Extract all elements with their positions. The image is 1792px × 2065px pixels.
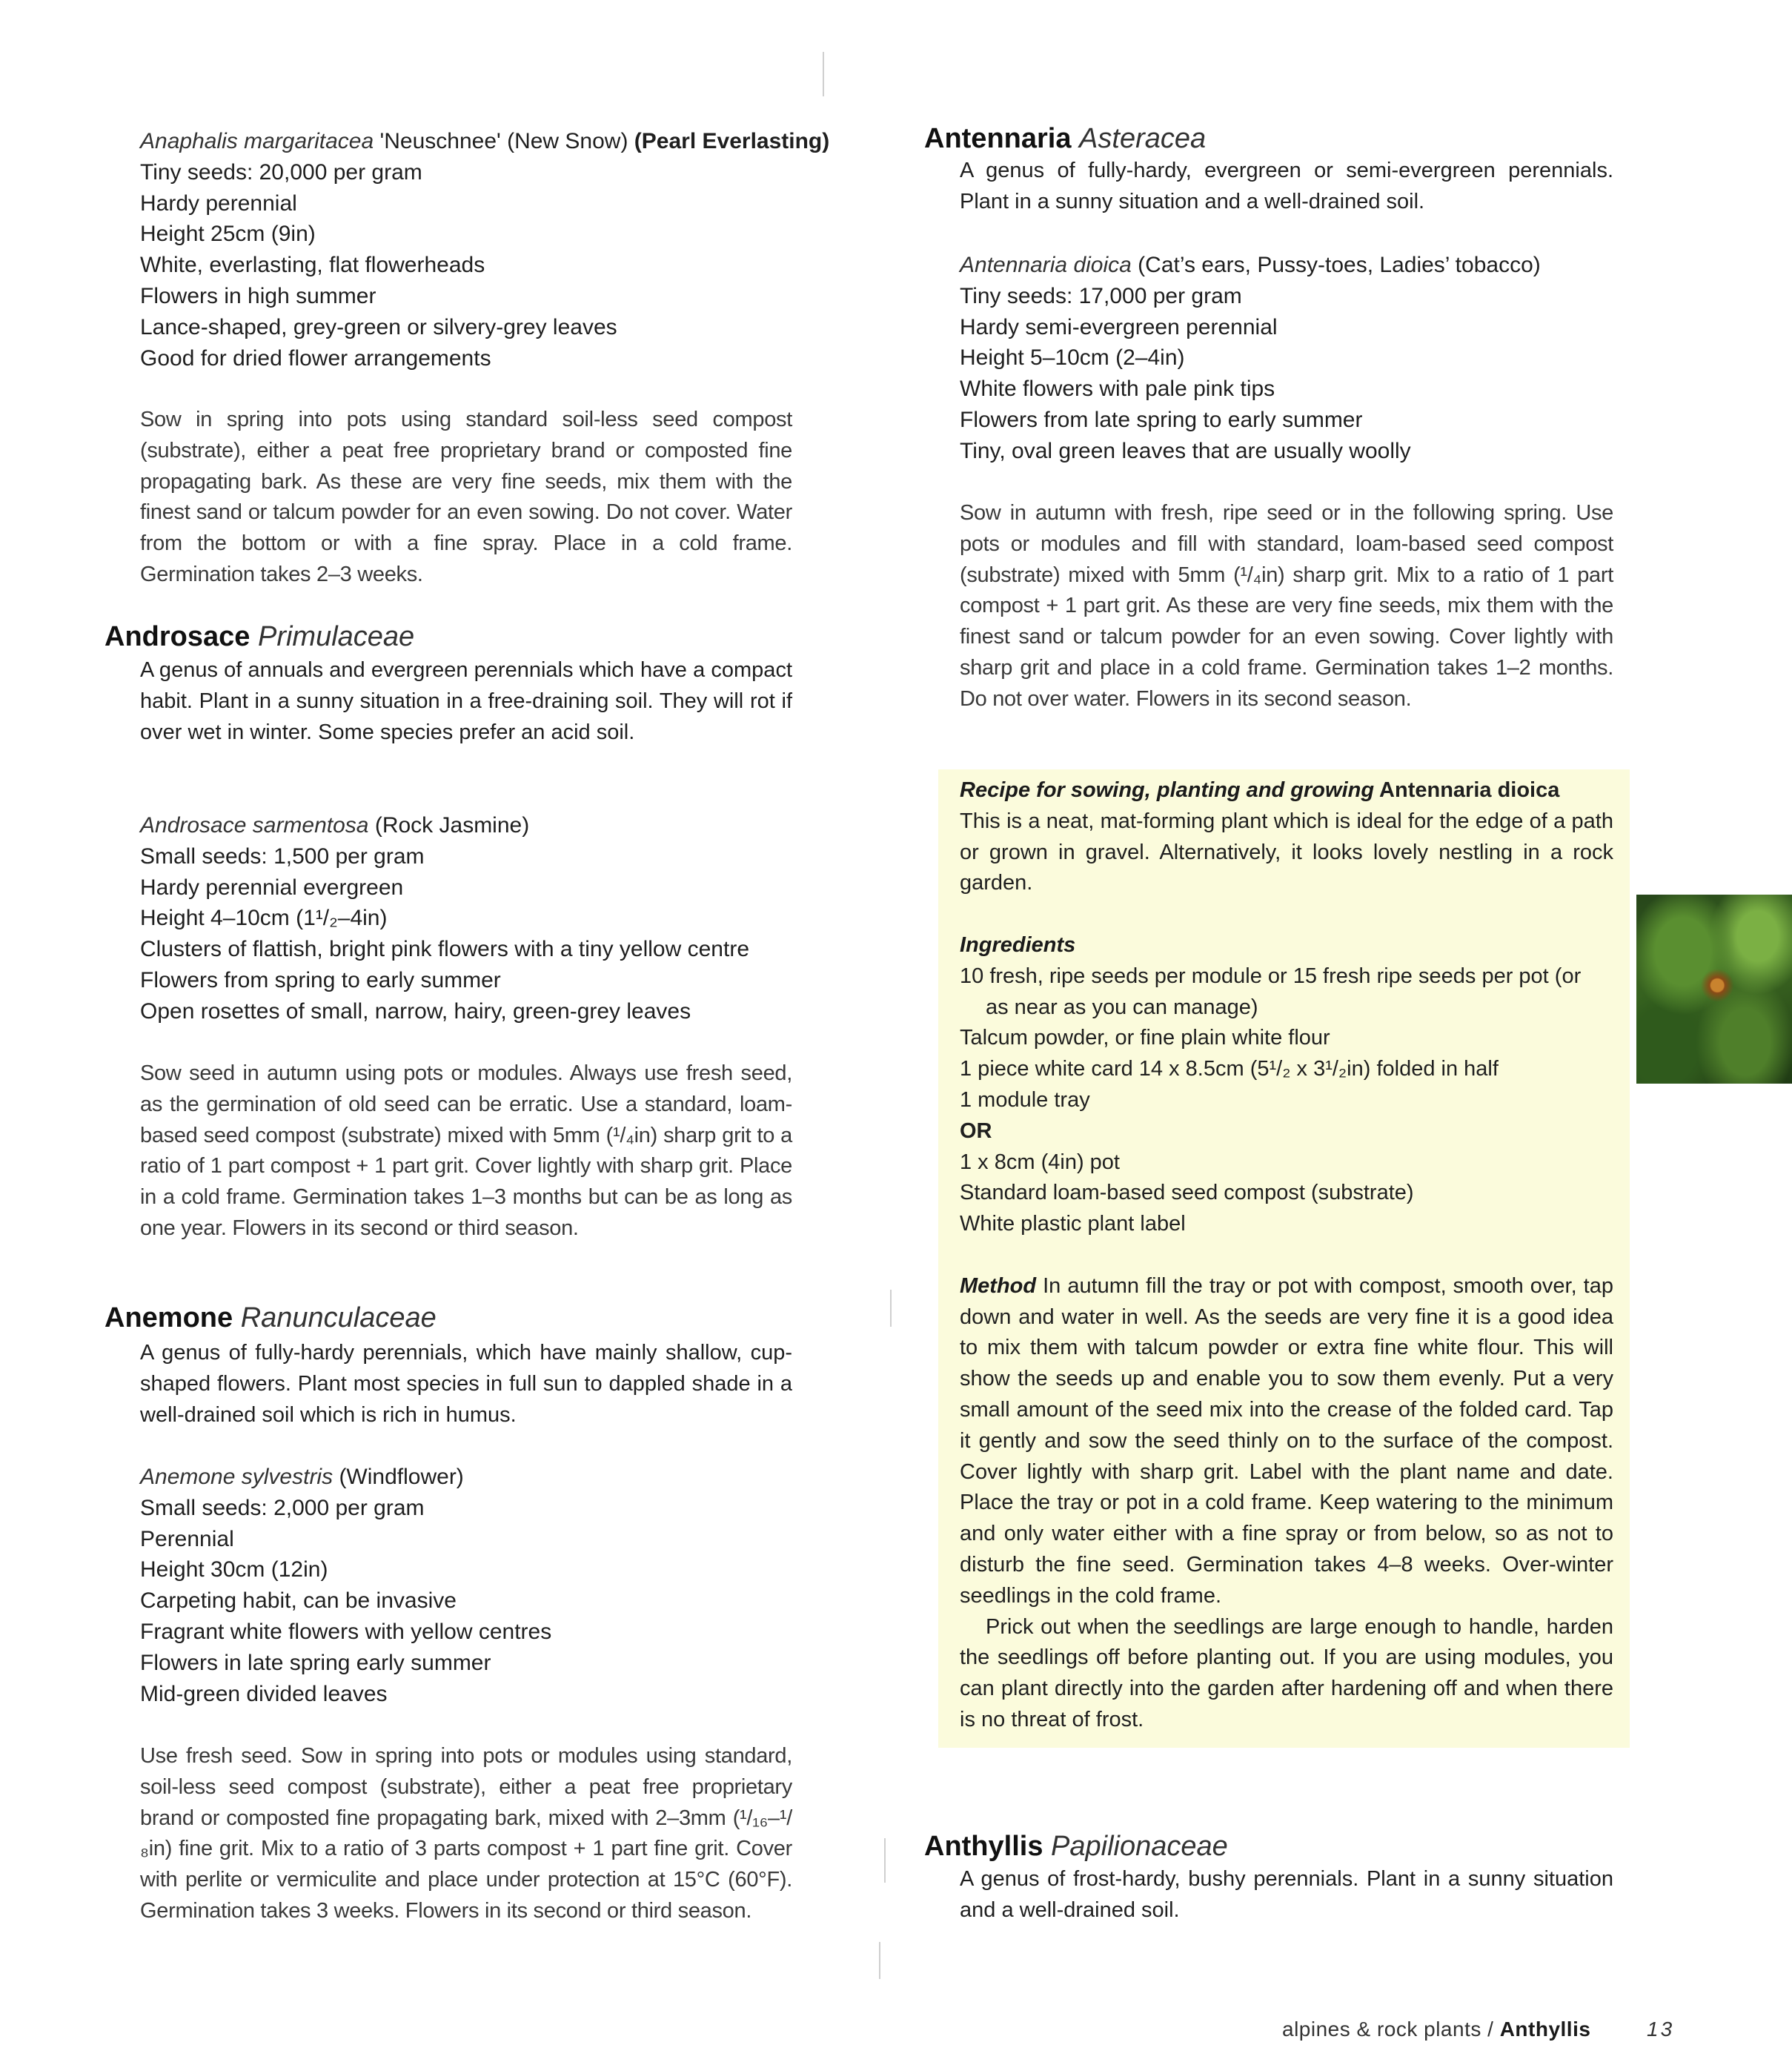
antennaria-description — [924, 156, 1613, 218]
sowing-text: Sow seed in autumn using pots or modules. Always use fresh seed, as the germination of old seed can be erratic. Use a standard, loam-based seed compost (substrate) mixed with 5mm (¹/₄in) sharp grit to a ratio of 1 part compost + 1 part grit. Cover lightly with sharp grit. Place in a cold frame. Germination takes 1–3 months but can be as long as one year. Flowers in its second or third season. — [140, 1061, 792, 1240]
page-number: 13 — [1647, 2018, 1675, 2041]
fact-line: Carpeting habit, can be invasive — [140, 1588, 457, 1614]
genus-description: A genus of frost-hardy, bushy perennials. Plant in a sunny situation and a well-drained soil. — [960, 1867, 1613, 1922]
ingredient-line: 1 piece white card 14 x 8.5cm (5¹/₂ x 3¹/₂in) folded in half — [960, 1057, 1499, 1081]
antennaria-photo — [1636, 895, 1792, 1084]
anemone-heading — [104, 1301, 792, 1335]
ingredient-line: White plastic plant label — [960, 1212, 1186, 1236]
fact-line: Lance-shaped, grey-green or silvery-grey leaves — [140, 314, 617, 339]
fact-line: Height 25cm (9in) — [140, 222, 316, 247]
fact-line: Flowers from late spring to early summer — [960, 407, 1363, 432]
fact-line: Small seeds: 2,000 per gram — [140, 1495, 425, 1520]
anthyllis-description — [924, 1864, 1613, 1926]
method-text: In autumn fill the tray or pot with compost, smooth over, tap down and water in well. As the seeds are very fine it is a good idea to mix them with talcum powder or extra fine white flour. This will show the seeds up and enable you to sow them evenly. Put a very small amount of the seed mix into the crease of the folded card. Tap it gently and sow the seed thinly on to the surface of the compost. Cover lightly with sharp grit. Label with the plant name and date. Place the tray or pot in a cold frame. Keep watering to the minimum and only water either with a fine spray or from below, so as not to disturb the fine seed. Germination takes 4–8 weeks. Over-winter seedlings in the cold frame. — [960, 1273, 1613, 1608]
anaphalis-sowing — [104, 405, 792, 591]
genus-name: Anthyllis — [924, 1831, 1043, 1862]
fact-line: Clusters of flattish, bright pink flowers with a tiny yellow centre — [140, 937, 749, 962]
androsace-description — [104, 655, 792, 748]
scan-mark — [890, 1290, 892, 1327]
family-name: Asteracea — [1079, 123, 1207, 154]
sowing-text: Sow in autumn with fresh, ripe seed or in the following spring. Use pots or modules and fill with standard, loam-based seed compost (substrate) mixed with 5mm (¹/₄in) sharp grit. Mix to a ratio of 1 part compost + 1 part grit. As these are very fine seeds, mix them with the finest sand or talcum powder for an even sowing. Cover lightly with sharp grit and place in a cold frame. Germination takes 1–2 months. Do not over water. Flowers in its second season. — [960, 501, 1613, 711]
species-common-name: (Rock Jasmine) — [368, 813, 530, 838]
fact-line: Tiny seeds: 17,000 per gram — [960, 283, 1242, 308]
fact-line: Tiny, oval green leaves that are usually woolly — [960, 438, 1411, 463]
species-common-name: (Windflower) — [333, 1465, 464, 1489]
species-botanical-name: Anemone sylvestris — [140, 1465, 333, 1489]
androsace-heading — [104, 620, 792, 654]
species-common-name: (Cat’s ears, Pussy-toes, Ladies’ tobacco) — [1131, 253, 1541, 277]
ingredients-heading — [960, 930, 1613, 961]
anemone-description — [104, 1338, 792, 1431]
fact-line: Hardy semi-evergreen perennial — [960, 314, 1278, 339]
fact-line: Small seeds: 1,500 per gram — [140, 843, 425, 869]
fact-line: Height 4–10cm (1¹/₂–4in) — [140, 906, 388, 931]
ingredient-line: as near as you can manage) — [986, 995, 1258, 1019]
androsace-species — [104, 810, 792, 1027]
footer-section-text: alpines & rock plants / — [1282, 2018, 1500, 2041]
ingredient-line: Talcum powder, or fine plain white flour — [960, 1026, 1330, 1050]
fact-line: Height 30cm (12in) — [140, 1557, 328, 1582]
species-botanical-name: Androsace sarmentosa — [140, 813, 369, 838]
genus-name: Anemone — [104, 1302, 233, 1333]
genus-name: Antennaria — [924, 123, 1072, 154]
species-title — [960, 250, 1613, 281]
recipe-title-prefix: Recipe for sowing, planting and growing — [960, 778, 1375, 802]
recipe-title-plant: Antennaria dioica — [1374, 778, 1560, 802]
antennaria-species — [924, 250, 1613, 467]
species-botanical-name: Anaphalis margaritacea — [140, 129, 374, 153]
family-name: Papilionaceae — [1051, 1831, 1228, 1862]
sowing-text: Use fresh seed. Sow in spring into pots or modules using standard, soil-less seed compost (substrate), either a peat free proprietary brand or composted fine propagating bark, mixed with 2–3mm (¹/₁₆–¹/₈in) fine grit. Mix to a ratio of 3 parts compost + 1 part fine grit. Cover with perlite or vermiculite and place under protection at 15°C (60°F). Germination takes 3 weeks. Flowers in its second or third season. — [140, 1744, 792, 1923]
species-title — [140, 126, 830, 157]
footer-section-title — [1282, 2018, 1590, 2041]
fact-line: Open rosettes of small, narrow, hairy, green-grey leaves — [140, 998, 691, 1024]
ingredient-line: Standard loam-based seed compost (substrate) — [960, 1181, 1414, 1205]
fact-line: Perennial — [140, 1526, 234, 1551]
genus-name: Androsace — [104, 621, 250, 652]
androsace-sowing — [104, 1058, 792, 1244]
fact-line: Mid-green divided leaves — [140, 1681, 388, 1706]
genus-description: A genus of annuals and evergreen perennials which have a compact habit. Plant in a sunny situation in a free-draining soil. They will rot if over wet in winter. Some species prefer an acid soil. — [140, 658, 792, 744]
fact-line: Fragrant white flowers with yellow centres — [140, 1619, 552, 1644]
ingredient-line: 1 module tray — [960, 1087, 1090, 1112]
species-common-name: (Pearl Everlasting) — [634, 129, 830, 153]
ingredients-heading-text: Ingredients — [960, 932, 1076, 957]
ingredient-or: OR — [960, 1118, 992, 1143]
method-heading: Method — [960, 1273, 1037, 1298]
fact-line: Height 5–10cm (2–4in) — [960, 345, 1185, 371]
footer-section-bold: Anthyllis — [1499, 2018, 1591, 2041]
ingredient-line: 1 x 8cm (4in) pot — [960, 1150, 1120, 1174]
species-title — [140, 810, 792, 841]
fact-line: Tiny seeds: 20,000 per gram — [140, 159, 422, 185]
fact-line: Hardy perennial evergreen — [140, 875, 404, 900]
family-name: Ranunculaceae — [240, 1302, 437, 1333]
recipe-title — [960, 775, 1613, 806]
antennaria-sowing — [924, 498, 1613, 715]
scan-mark — [884, 1838, 886, 1883]
anaphalis-entry — [104, 126, 830, 374]
fact-line: Flowers in late spring early summer — [140, 1650, 491, 1675]
scan-mark — [823, 52, 824, 96]
scan-mark — [879, 1942, 880, 1979]
recipe-prick-out: Prick out when the seedlings are large enough to handle, harden the seedlings off before planting out. If you are using modules, you can plant directly into the garden after hardening off and when there is no threat of frost. — [960, 1614, 1613, 1731]
antennaria-heading — [924, 122, 1613, 156]
anthyllis-heading — [924, 1829, 1613, 1863]
species-title — [140, 1462, 792, 1493]
species-cultivar: 'Neuschnee' (New Snow) — [374, 129, 634, 153]
recipe-method — [960, 1271, 1613, 1612]
fact-line: Flowers from spring to early summer — [140, 967, 501, 992]
sowing-text: Sow in spring into pots using standard soil-less seed compost (substrate), either a peat free proprietary brand or composted fine propagating bark. As these are very fine seeds, mix them with the finest sand or talcum powder for an even sowing. Do not cover. Water from the bottom or with a fine spray. Place in a cold frame. Germination takes 2–3 weeks. — [140, 408, 792, 586]
recipe-box — [938, 769, 1630, 1748]
fact-line: Good for dried flower arrangements — [140, 345, 491, 371]
fact-line: Flowers in high summer — [140, 283, 376, 308]
ingredient-line: 10 fresh, ripe seeds per module or 15 fresh ripe seeds per pot (or — [960, 964, 1582, 988]
fact-line: White, everlasting, flat flowerheads — [140, 253, 485, 278]
fact-line: White flowers with pale pink tips — [960, 377, 1275, 402]
genus-description: A genus of fully-hardy perennials, which have mainly shallow, cup-shaped flowers. Plant most species in full sun to dappled shade in a well-drained soil which is rich in humus. — [140, 1341, 792, 1427]
anemone-sowing — [104, 1741, 792, 1927]
anemone-species — [104, 1462, 792, 1709]
species-botanical-name: Antennaria dioica — [960, 253, 1132, 277]
family-name: Primulaceae — [257, 621, 415, 652]
fact-line: Hardy perennial — [140, 190, 297, 216]
genus-description: A genus of fully-hardy, evergreen or semi-evergreen perennials. Plant in a sunny situation and a well-drained soil. — [960, 159, 1613, 213]
recipe-intro: This is a neat, mat-forming plant which is ideal for the edge of a path or grown in gravel. Alternatively, it looks lovely nestling in a rock garden. — [960, 809, 1613, 895]
